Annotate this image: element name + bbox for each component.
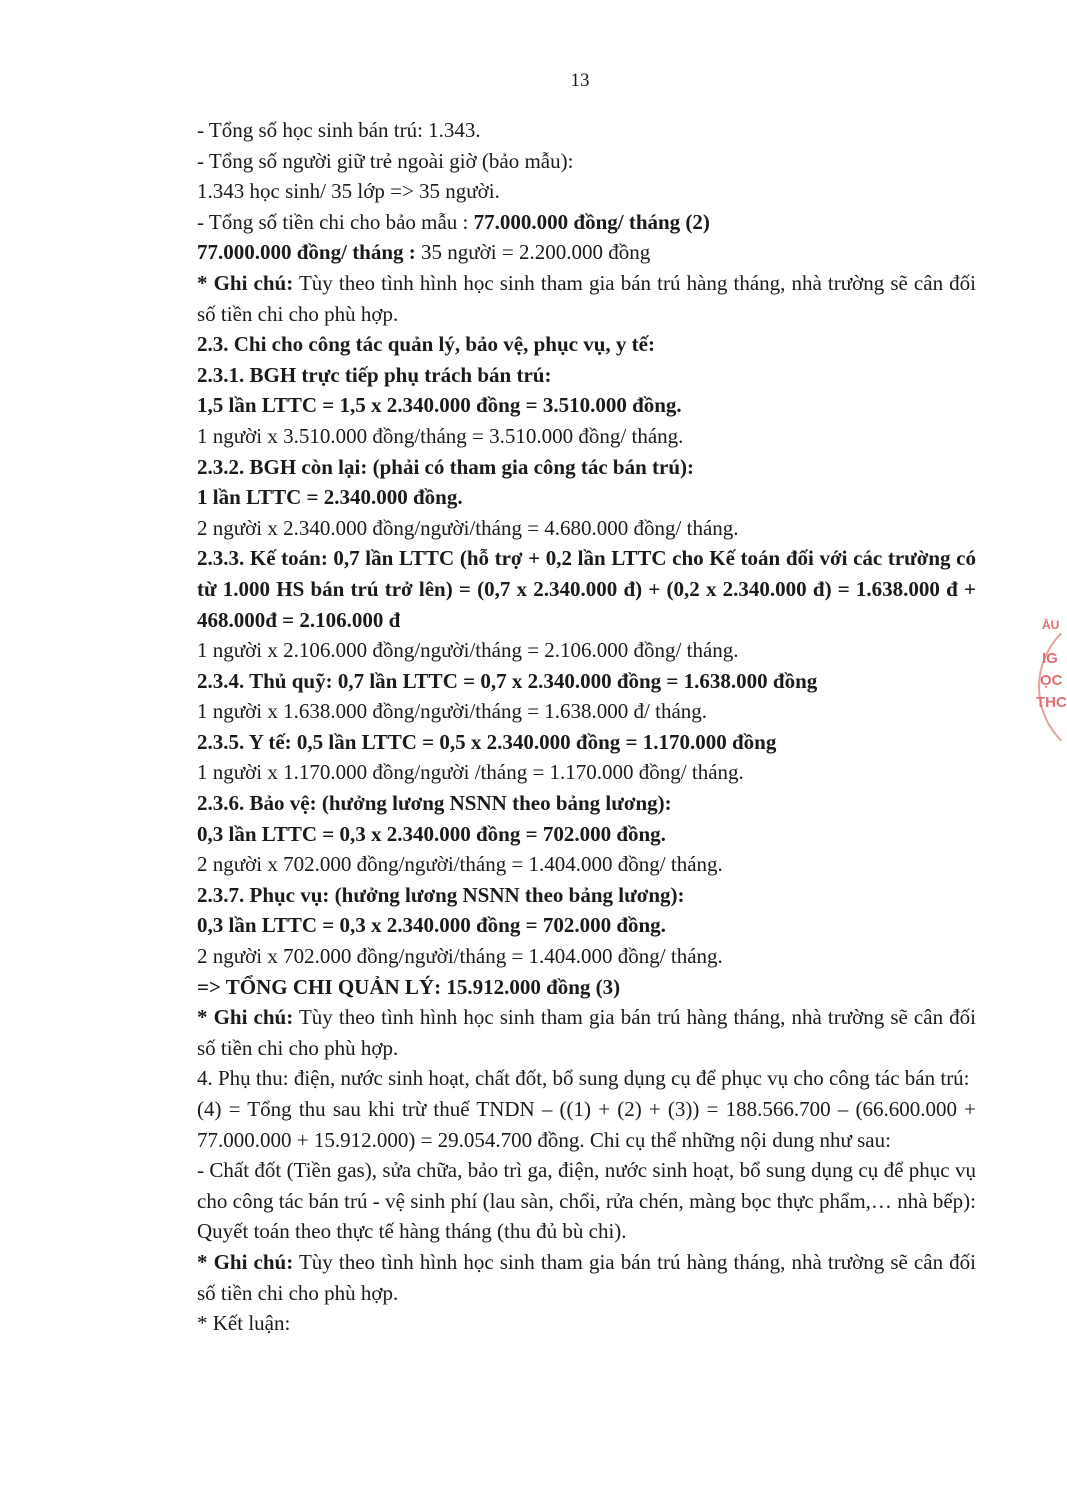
heading-2-3-4: 2.3.4. Thủ quỹ: 0,7 lần LTTC = 0,7 x 2.340.000 đồng = 1.638.000 đồng [197,668,818,693]
note-label: * Ghi chú: [197,270,294,295]
stamp-text-4: THC [1036,694,1067,711]
formula-2-3-1: 1,5 lần LTTC = 1,5 x 2.340.000 đồng = 3.510.000 đồng. [197,393,682,418]
note-label: * Ghi chú: [197,1249,294,1274]
note-label: * Ghi chú: [197,1005,294,1030]
stamp-text-3: ỌC [1040,672,1063,689]
heading-2-3-5: 2.3.5. Y tế: 0,5 lần LTTC = 0,5 x 2.340.000 đồng = 1.170.000 đồng [197,729,777,754]
stamp-text-2: IG [1042,650,1058,667]
calc-2-3-5: 1 người x 1.170.000 đồng/người /tháng = 1.170.000 đồng/ tháng. [197,760,744,785]
heading-2-3-3: 2.3.3. Kế toán: 0,7 lần LTTC (hỗ trợ + 0,2 lần LTTC cho Kế toán đối với các trường có từ 1.000 HS bán trú trở lên) = (0,7 x 2.340.000 đ) + (0,2 x 2.340.000 đ) = 1.638.000 đ + 468.000đ = 2.106.000 đ [197,546,976,632]
red-stamp-fragment [1030,600,1067,770]
line-nannies-calc: 1.343 học sinh/ 35 lớp => 35 người. [197,179,500,204]
heading-2-3: 2.3. Chi cho công tác quản lý, bảo vệ, phục vụ, y tế: [197,332,655,357]
section-4: 4. Phụ thu: điện, nước sinh hoạt, chất đốt, bổ sung dụng cụ để phục vụ cho công tác bán trú: [197,1066,970,1091]
conclusion: * Kết luận: [197,1311,291,1336]
calc-2-3-1: 1 người x 3.510.000 đồng/tháng = 3.510.000 đồng/ tháng. [197,423,684,448]
calc-2-3-2: 2 người x 2.340.000 đồng/người/tháng = 4.680.000 đồng/ tháng. [197,515,739,540]
nanny-cost-label: - Tổng số tiền chi cho bảo mẫu : [197,209,474,234]
heading-2-3-6: 2.3.6. Bảo vệ: (hưởng lương NSNN theo bảng lương): [197,791,672,816]
calc-2-3-7: 2 người x 702.000 đồng/người/tháng = 1.404.000 đồng/ tháng. [197,944,723,969]
line-boarding-students: - Tổng số học sinh bán trú: 1.343. [197,118,481,142]
heading-2-3-2: 2.3.2. BGH còn lại: (phải có tham gia công tác bán trú): [197,454,694,479]
stamp-text-1: ẦU [1042,618,1060,632]
section-4-detail: - Chất đốt (Tiền gas), sửa chữa, bảo trì ga, điện, nước sinh hoạt, bổ sung dụng cụ để phục vụ cho công tác bán trú - vệ sinh phí (lau sàn, chổi, rửa chén, màng bọc thực phẩm,… nhà bếp): Quyết toán theo thực tế hàng tháng (thu đủ bù chi). [197,1158,976,1244]
formula-2-3-7: 0,3 lần LTTC = 0,3 x 2.340.000 đồng = 702.000 đồng. [197,913,666,938]
note-text: Tùy theo tình hình học sinh tham gia bán trú hàng tháng, nhà trường sẽ cân đối số tiền chi cho phù hợp. [197,270,976,326]
line-nanny-per-person [134,237,976,268]
calc-2-3-3: 1 người x 2.106.000 đồng/người/tháng = 2.106.000 đồng/ tháng. [197,638,739,663]
line-nannies-total: - Tổng số người giữ trẻ ngoài giờ (bảo mẫu): [197,148,574,173]
line-nanny-cost [134,207,976,238]
formula-2-3-2: 1 lần LTTC = 2.340.000 đồng. [197,485,463,510]
note-2 [134,1002,976,1063]
total-management: => TỔNG CHI QUẢN LÝ: 15.912.000 đồng (3) [197,974,621,999]
formula-2-3-6: 0,3 lần LTTC = 0,3 x 2.340.000 đồng = 702.000 đồng. [197,821,666,846]
note-text: Tùy theo tình hình học sinh tham gia bán trú hàng tháng, nhà trường sẽ cân đối số tiền chi cho phù hợp. [197,1005,976,1060]
nanny-cost-value: 77.000.000 đồng/ tháng (2) [473,209,710,234]
calc-2-3-6: 2 người x 702.000 đồng/người/tháng = 1.404.000 đồng/ tháng. [197,852,723,877]
section-4-calc: (4) = Tổng thu sau khi trừ thuế TNDN – ((1) + (2) + (3)) = 188.566.700 – (66.600.000 + 77.000.000 + 15.912.000) = 29.054.700 đồng. Chi cụ thể những nội dung như sau: [197,1097,976,1152]
nanny-per-person-calc: 35 người = 2.200.000 đồng [421,240,651,265]
note-1 [134,268,976,329]
note-text: Tùy theo tình hình học sinh tham gia bán trú hàng tháng, nhà trường sẽ cân đối số tiền chi cho phù hợp. [197,1249,976,1305]
nanny-per-person-total: 77.000.000 đồng/ tháng : [197,240,422,265]
heading-2-3-1: 2.3.1. BGH trực tiếp phụ trách bán trú: [197,362,552,387]
heading-2-3-7: 2.3.7. Phục vụ: (hưởng lương NSNN theo bảng lương): [197,882,685,907]
document-body [134,115,976,1339]
page-number: 13 [570,70,590,91]
note-3 [134,1247,976,1308]
calc-2-3-4: 1 người x 1.638.000 đồng/người/tháng = 1.638.000 đ/ tháng. [197,699,708,724]
